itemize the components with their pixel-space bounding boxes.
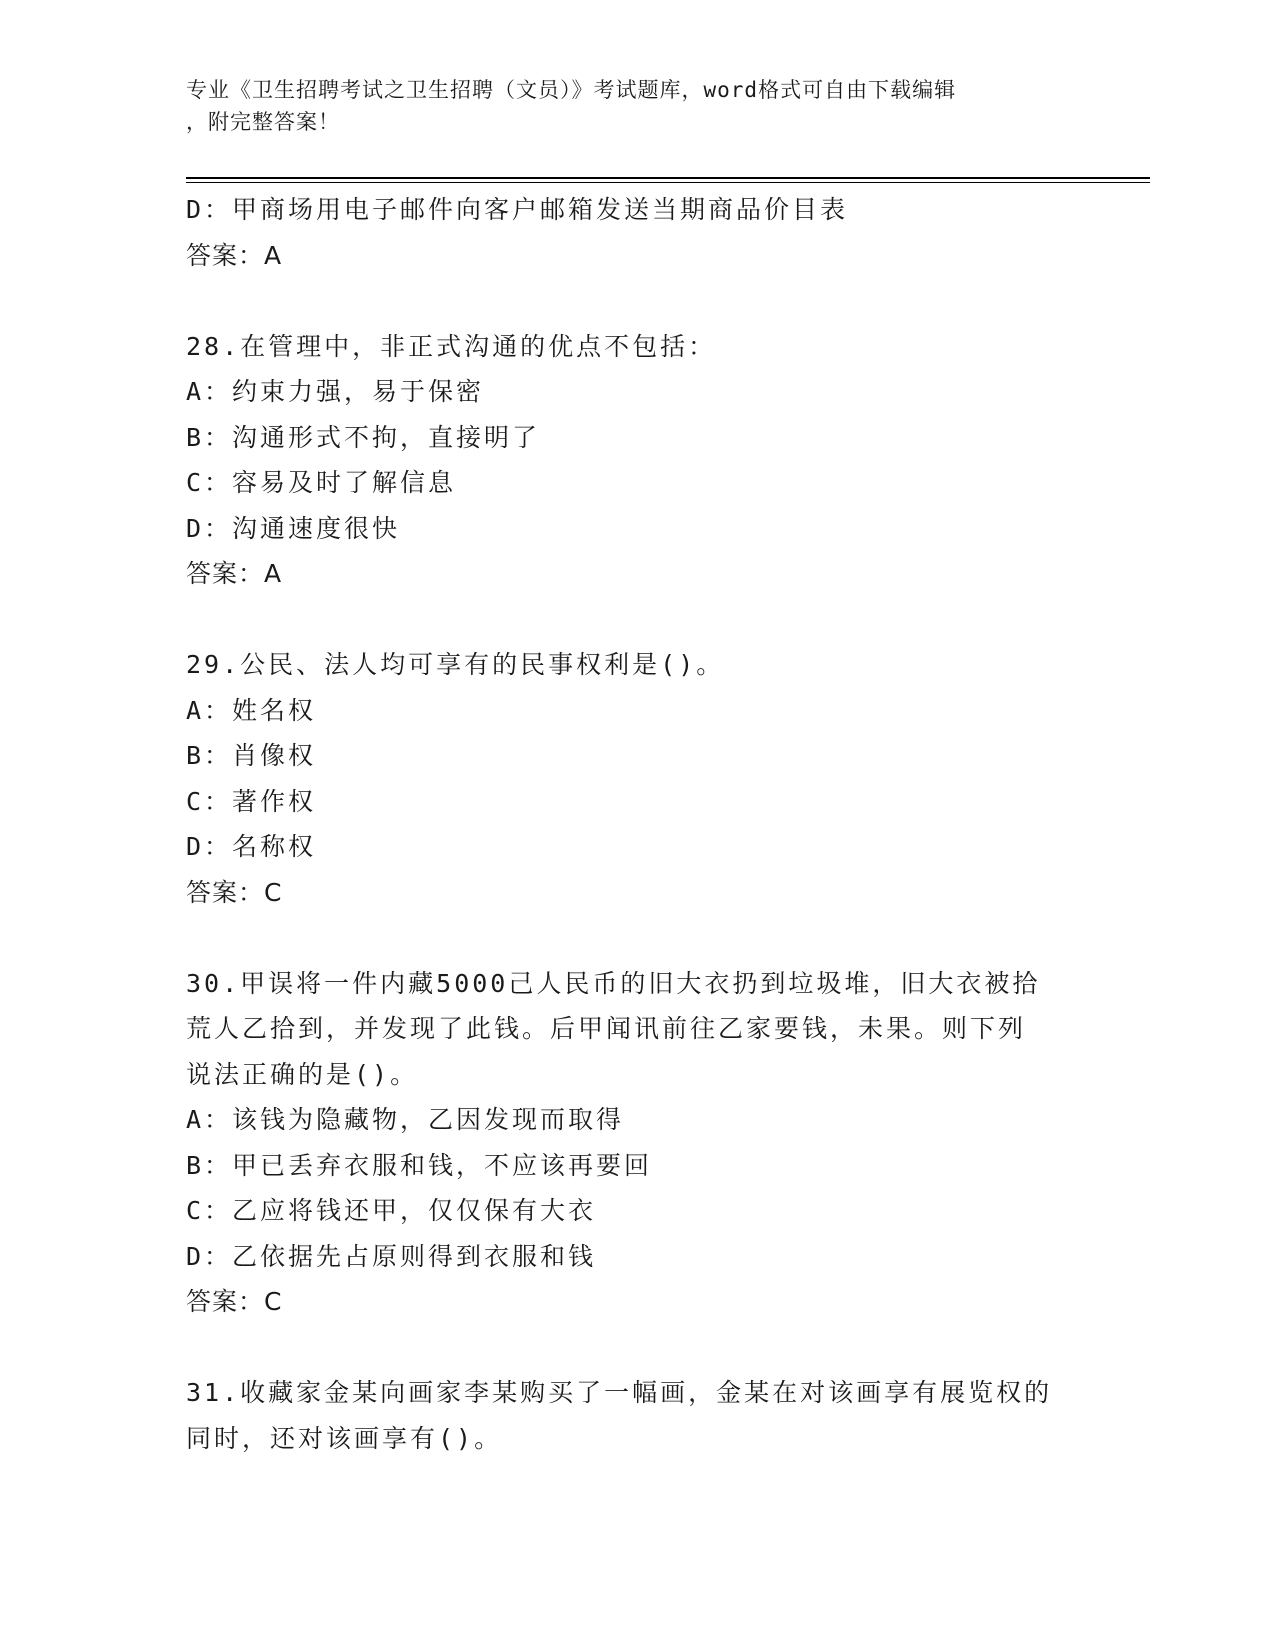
option-b: B：肖像权 bbox=[186, 741, 317, 770]
spacer bbox=[186, 278, 1086, 324]
question-28 bbox=[186, 324, 1086, 597]
question-31 bbox=[186, 1370, 1086, 1461]
question-stem-line-3: 说法正确的是()。 bbox=[186, 1059, 419, 1089]
option-b: B：甲已丢弃衣服和钱，不应该再要回 bbox=[186, 1150, 653, 1180]
option-d: D：名称权 bbox=[186, 832, 317, 861]
header-line-2: ，附完整答案！ bbox=[186, 110, 340, 134]
prev-question-option-d: D：甲商场用电子邮件向客户邮箱发送当期商品价目表 bbox=[186, 195, 849, 224]
question-30 bbox=[186, 961, 1086, 1325]
spacer bbox=[186, 1325, 1086, 1371]
answer: 答案：C bbox=[186, 877, 283, 907]
header-divider-thin bbox=[186, 182, 1150, 183]
option-d: D：沟通速度很快 bbox=[186, 513, 401, 543]
question-stem-line-2: 荒人乙拾到，并发现了此钱。后甲闻讯前往乙家要钱，未果。则下列 bbox=[186, 1014, 1027, 1043]
option-d: D：乙依据先占原则得到衣服和钱 bbox=[186, 1241, 597, 1271]
question-stem: 28.在管理中，非正式沟通的优点不包括： bbox=[186, 331, 717, 361]
option-b: B：沟通形式不拘，直接明了 bbox=[186, 422, 541, 452]
question-stem-line-1: 30.甲误将一件内藏5000己人民币的旧大衣扔到垃圾堆，旧大衣被拾 bbox=[186, 968, 1041, 998]
header-line-1: 专业《卫生招聘考试之卫生招聘（文员）》考试题库，word格式可自由下载编辑 bbox=[186, 78, 957, 102]
option-a: A：约束力强，易于保密 bbox=[186, 377, 485, 406]
question-list bbox=[186, 187, 1086, 1461]
question-29 bbox=[186, 642, 1086, 915]
header-divider bbox=[186, 177, 1150, 179]
question-stem-line-2: 同时，还对该画享有()。 bbox=[186, 1423, 503, 1453]
option-c: C：乙应将钱还甲，仅仅保有大衣 bbox=[186, 1196, 597, 1225]
document-header bbox=[186, 74, 1066, 138]
answer: 答案：A bbox=[186, 559, 283, 588]
question-stem-line-1: 31.收藏家金某向画家李某购买了一幅画，金某在对该画享有展览权的 bbox=[186, 1378, 1053, 1407]
spacer bbox=[186, 597, 1086, 643]
option-c: C：著作权 bbox=[186, 786, 317, 816]
option-a: A：姓名权 bbox=[186, 695, 317, 725]
option-c: C：容易及时了解信息 bbox=[186, 468, 457, 497]
prev-question-answer: 答案：A bbox=[186, 240, 283, 270]
spacer bbox=[186, 915, 1086, 961]
question-stem: 29.公民、法人均可享有的民事权利是()。 bbox=[186, 650, 725, 679]
option-a: A：该钱为隐藏物，乙因发现而取得 bbox=[186, 1105, 625, 1134]
answer: 答案：C bbox=[186, 1287, 283, 1316]
